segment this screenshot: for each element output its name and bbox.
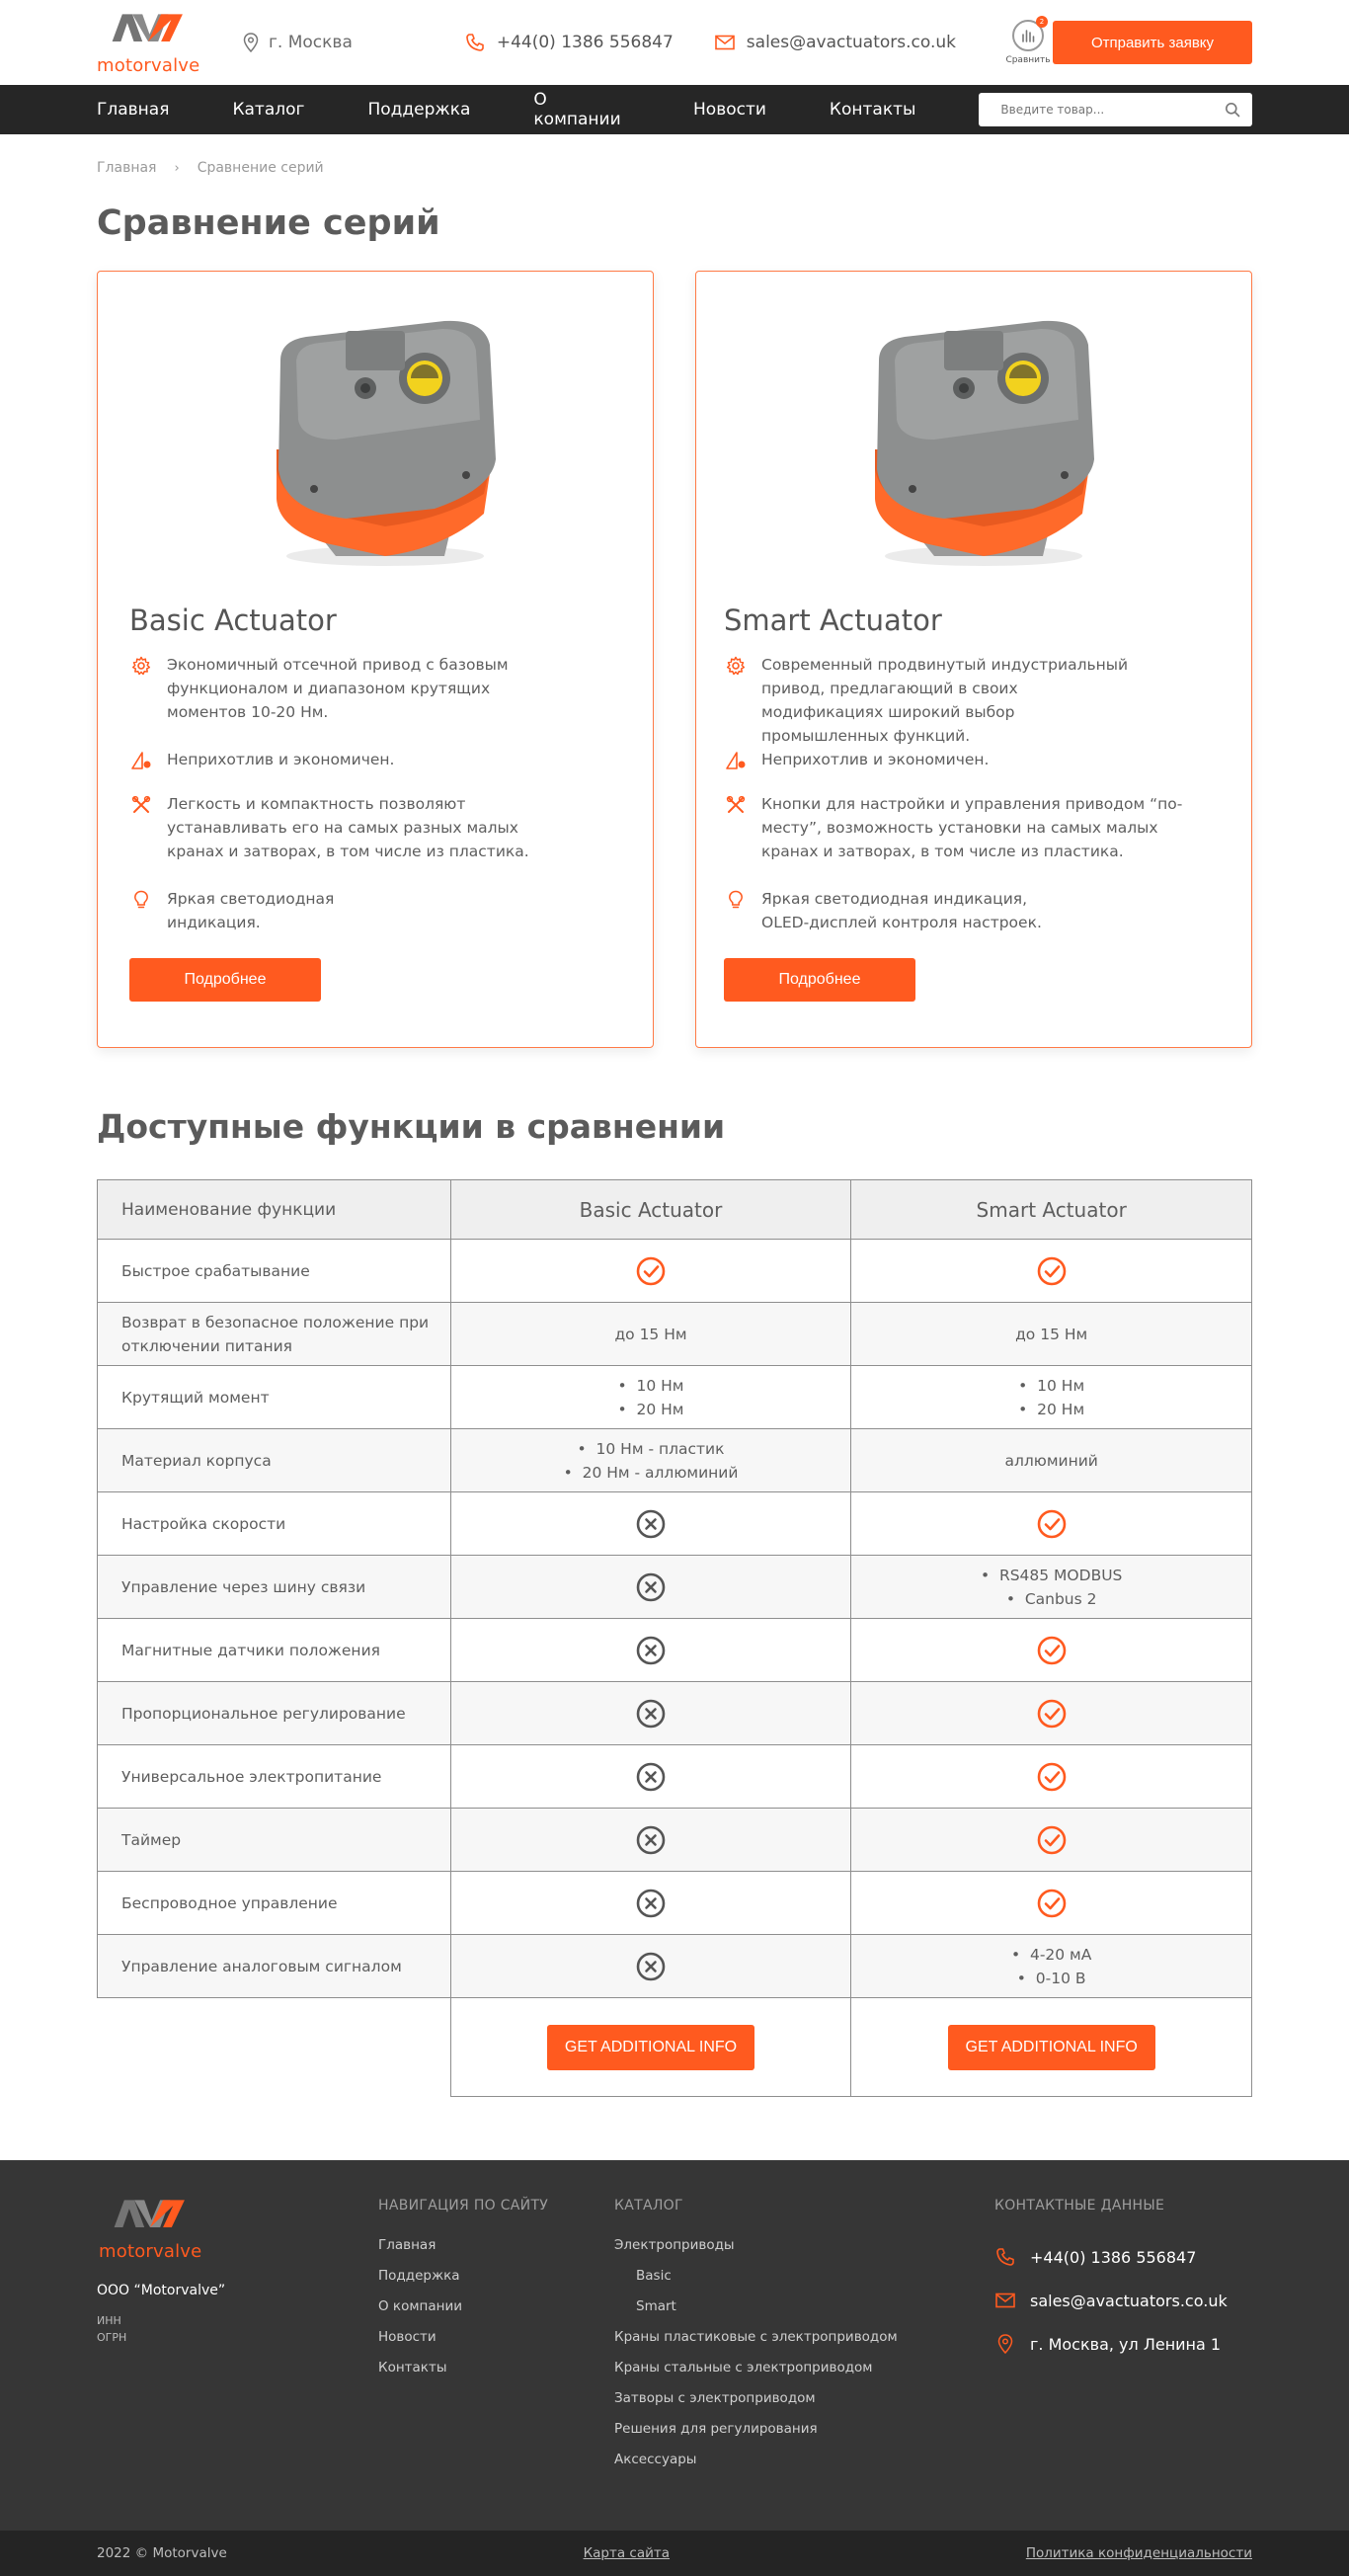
nav-item-home[interactable]: Главная xyxy=(97,100,170,120)
basic-cell xyxy=(450,1872,851,1935)
basic-cell xyxy=(450,1240,851,1303)
top-header xyxy=(0,0,1349,85)
footer-link[interactable]: Контакты xyxy=(378,2360,447,2375)
tools-icon xyxy=(724,792,748,863)
smart-cell xyxy=(851,1935,1252,1998)
logo-mark xyxy=(97,10,199,57)
smart-cell: до 15 Нм xyxy=(851,1303,1252,1366)
bullet-value: • 0-10 В xyxy=(1016,1969,1086,1987)
feature-item xyxy=(724,887,1058,934)
main-content xyxy=(97,134,1252,2097)
table-row xyxy=(98,1935,1252,1998)
table-footer-row xyxy=(98,1998,1252,2097)
basic-cell: до 15 Нм xyxy=(450,1303,851,1366)
smart-cell xyxy=(851,1872,1252,1935)
triangle-ruler-icon xyxy=(129,748,153,771)
bar-chart-icon xyxy=(1020,28,1036,43)
basic-cell xyxy=(450,1998,851,2097)
compare-button[interactable] xyxy=(1003,20,1053,65)
smart-cell xyxy=(851,1492,1252,1556)
smart-cell xyxy=(851,1682,1252,1745)
feature-name: Возврат в безопасное положение при отключении питания xyxy=(98,1303,451,1366)
city-selector[interactable] xyxy=(243,33,353,52)
footer-link[interactable]: Новости xyxy=(378,2329,436,2345)
phone-icon xyxy=(994,2247,1016,2267)
check-circle-icon xyxy=(1036,1255,1068,1287)
table-row xyxy=(98,1240,1252,1303)
feature-name: Беспроводное управление xyxy=(98,1872,451,1935)
feature-item xyxy=(129,792,542,863)
footer-contacts-title: КОНТАКТНЫЕ ДАННЫЕ xyxy=(994,2198,1165,2214)
feature-name: Таймер xyxy=(98,1809,451,1872)
phone-icon xyxy=(465,33,485,52)
header-phone-text: +44(0) 1386 556847 xyxy=(496,33,674,52)
footer-contacts xyxy=(994,2198,1228,2366)
search-box xyxy=(979,93,1252,126)
feature-name: Материал корпуса xyxy=(98,1429,451,1492)
feature-name: Крутящий момент xyxy=(98,1366,451,1429)
footer-email-text: sales@avactuators.co.uk xyxy=(1030,2291,1228,2310)
lightbulb-icon xyxy=(129,887,153,934)
comparison-table xyxy=(97,1179,1252,2097)
footer-phone[interactable] xyxy=(994,2235,1228,2279)
actuator-image xyxy=(835,301,1112,578)
bullet-value: • Canbus 2 xyxy=(1005,1589,1097,1608)
card-smart-actuator xyxy=(695,271,1252,1048)
basic-cell xyxy=(450,1492,851,1556)
footer-logo[interactable] xyxy=(99,2196,201,2261)
map-pin-icon xyxy=(994,2334,1016,2354)
footer-link[interactable]: Электроприводы xyxy=(614,2237,735,2253)
feature-item xyxy=(129,887,355,934)
nav-item-news[interactable]: Новости xyxy=(693,100,766,120)
footer-email[interactable] xyxy=(994,2279,1228,2322)
basic-info-button[interactable]: GET ADDITIONAL INFO xyxy=(547,2025,754,2070)
lightbulb-icon xyxy=(724,887,748,934)
x-circle-icon xyxy=(635,1571,667,1603)
check-circle-icon xyxy=(1036,1824,1068,1856)
basic-cell xyxy=(450,1619,851,1682)
logo[interactable] xyxy=(97,10,199,75)
feature-text: Неприхотлив и экономичен. xyxy=(167,751,395,768)
footer-catalog xyxy=(614,2198,898,2480)
footer-link[interactable]: Поддержка xyxy=(378,2268,460,2284)
x-circle-icon xyxy=(635,1508,667,1540)
bullet-value: • 20 Нм xyxy=(1018,1400,1085,1418)
footer-link[interactable]: Аксессуары xyxy=(614,2452,697,2467)
feature-text: Экономичный отсечной привод с базовым функционалом и диапазоном крутящих моментов 10-20 Нм. xyxy=(167,656,509,721)
basic-cell xyxy=(450,1556,851,1619)
card-title: Smart Actuator xyxy=(724,604,942,637)
table-row xyxy=(98,1619,1252,1682)
footer-address xyxy=(994,2322,1228,2366)
main-navigation xyxy=(0,85,1349,134)
smart-details-button[interactable]: Подробнее xyxy=(724,958,915,1002)
smart-info-button[interactable]: GET ADDITIONAL INFO xyxy=(948,2025,1155,2070)
smart-cell xyxy=(851,1366,1252,1429)
x-circle-icon xyxy=(635,1824,667,1856)
copyright-text: 2022 © Motorvalve xyxy=(97,2545,227,2561)
nav-item-support[interactable]: Поддержка xyxy=(367,100,471,120)
bullet-value: • 4-20 мА xyxy=(1010,1945,1092,1964)
compare-count-badge: 2 xyxy=(1036,16,1048,28)
actuator-image xyxy=(237,301,514,578)
map-pin-icon xyxy=(243,33,259,52)
basic-details-button[interactable]: Подробнее xyxy=(129,958,321,1002)
x-circle-icon xyxy=(635,1888,667,1919)
smart-cell xyxy=(851,1240,1252,1303)
compare-label: Сравнить xyxy=(1005,55,1051,65)
footer-catalog-title: КАТАЛОГ xyxy=(614,2198,683,2214)
footer-inn: ИНН xyxy=(97,2314,121,2327)
logo-text: motorvalve xyxy=(97,55,200,76)
feature-item xyxy=(724,748,1137,771)
check-circle-icon xyxy=(635,1255,667,1287)
logo-text: motorvalve xyxy=(99,2241,202,2262)
footer-link[interactable]: Smart xyxy=(636,2298,676,2314)
smart-cell xyxy=(851,1809,1252,1872)
footer-legal xyxy=(97,2312,126,2346)
footer-link[interactable]: Краны стальные с электроприводом xyxy=(614,2360,873,2375)
feature-text: Яркая светодиодная индикация. xyxy=(167,890,335,931)
check-circle-icon xyxy=(1036,1761,1068,1793)
bullet-value: • 10 Нм xyxy=(617,1376,684,1395)
tools-icon xyxy=(129,792,153,863)
gear-icon xyxy=(129,653,153,724)
table-row xyxy=(98,1556,1252,1619)
table-row xyxy=(98,1492,1252,1556)
bullet-value: • 10 Нм - пластик xyxy=(577,1439,725,1458)
breadcrumb-home[interactable]: Главная xyxy=(97,160,157,176)
sitemap-link[interactable]: Карта сайта xyxy=(583,2545,671,2561)
feature-item xyxy=(129,748,542,771)
breadcrumb-current: Сравнение серий xyxy=(197,160,324,176)
footer-address-text: г. Москва, ул Ленина 1 xyxy=(1030,2334,1222,2354)
feature-name: Управление через шину связи xyxy=(98,1556,451,1619)
site-footer xyxy=(0,2160,1349,2531)
feature-text: Современный продвинутый индустриальный привод, предлагающий в своих модификациях широкий выбор промышленных функций. xyxy=(761,656,1129,745)
column-header: Basic Actuator xyxy=(450,1180,851,1240)
footer-link[interactable]: Главная xyxy=(378,2237,436,2253)
check-circle-icon xyxy=(1036,1635,1068,1666)
footer-link[interactable]: Решения для регулирования xyxy=(614,2421,818,2437)
feature-name: Пропорциональное регулирование xyxy=(98,1682,451,1745)
table-row xyxy=(98,1429,1252,1492)
smart-cell xyxy=(851,1745,1252,1809)
footer-nav xyxy=(378,2198,548,2388)
feature-name: Магнитные датчики положения xyxy=(98,1619,451,1682)
copyright-bar xyxy=(0,2531,1349,2576)
check-circle-icon xyxy=(1036,1888,1068,1919)
table-row xyxy=(98,1366,1252,1429)
x-circle-icon xyxy=(635,1698,667,1730)
search-input[interactable] xyxy=(1000,103,1225,117)
mail-icon xyxy=(994,2293,1016,2308)
privacy-link[interactable]: Политика конфиденциальности xyxy=(1025,2545,1252,2561)
footer-nav-title: НАВИГАЦИЯ ПО САЙТУ xyxy=(378,2198,549,2214)
page-title: Сравнение серий xyxy=(97,203,440,243)
x-circle-icon xyxy=(635,1635,667,1666)
nav-item-about[interactable]: О компании xyxy=(533,90,621,129)
footer-link[interactable]: Затворы с электроприводом xyxy=(614,2390,816,2406)
basic-cell xyxy=(450,1935,851,1998)
check-circle-icon xyxy=(1036,1508,1068,1540)
footer-company: ООО “Motorvalve” xyxy=(97,2283,226,2298)
basic-actuator-image xyxy=(98,301,653,578)
footer-phone-text: +44(0) 1386 556847 xyxy=(1030,2247,1197,2267)
gear-icon xyxy=(724,653,748,748)
smart-cell xyxy=(851,1998,1252,2097)
basic-cell xyxy=(450,1429,851,1492)
check-circle-icon xyxy=(1036,1698,1068,1730)
feature-item xyxy=(724,653,1137,748)
compare-title: Доступные функции в сравнении xyxy=(97,1107,726,1146)
mail-icon xyxy=(715,35,735,50)
card-basic-actuator xyxy=(97,271,654,1048)
series-cards xyxy=(97,271,1252,1048)
breadcrumb xyxy=(97,134,1252,176)
basic-cell xyxy=(450,1809,851,1872)
card-title: Basic Actuator xyxy=(129,604,337,637)
column-header: Smart Actuator xyxy=(851,1180,1252,1240)
feature-item xyxy=(129,653,542,724)
search-icon[interactable] xyxy=(1225,102,1240,118)
table-header-row xyxy=(98,1180,1252,1240)
send-request-button[interactable]: Отправить заявку xyxy=(1053,21,1252,64)
table-row xyxy=(98,1872,1252,1935)
chevron-right-icon: › xyxy=(174,160,180,176)
column-header: Наименование функции xyxy=(98,1180,451,1240)
feature-text: Кнопки для настройки и управления приводом “по-месту”, возможность установки на самых малых кранах и затворах, в том числе из пластика. xyxy=(761,795,1183,860)
table-row xyxy=(98,1745,1252,1809)
feature-name: Настройка скорости xyxy=(98,1492,451,1556)
footer-link[interactable]: Краны пластиковые с электроприводом xyxy=(614,2329,898,2345)
city-label: г. Москва xyxy=(269,33,353,52)
header-email[interactable] xyxy=(715,33,956,52)
basic-cell xyxy=(450,1745,851,1809)
table-row xyxy=(98,1809,1252,1872)
table-row xyxy=(98,1303,1252,1366)
feature-name: Универсальное электропитание xyxy=(98,1745,451,1809)
feature-text: Яркая светодиодная индикация, OLED-дисплей контроля настроек. xyxy=(761,890,1042,931)
compare-circle xyxy=(1012,20,1044,51)
triangle-ruler-icon xyxy=(724,748,748,771)
basic-cell xyxy=(450,1366,851,1429)
feature-text: Неприхотлив и экономичен. xyxy=(761,751,990,768)
footer-link[interactable]: О компании xyxy=(378,2298,462,2314)
footer-link[interactable]: Basic xyxy=(636,2268,672,2284)
header-phone[interactable] xyxy=(465,33,674,52)
smart-actuator-image xyxy=(696,301,1251,578)
x-circle-icon xyxy=(635,1951,667,1982)
header-email-text: sales@avactuators.co.uk xyxy=(746,33,956,52)
smart-cell xyxy=(851,1556,1252,1619)
table-row xyxy=(98,1682,1252,1745)
footer-ogrn: ОГРН xyxy=(97,2331,127,2344)
feature-item xyxy=(724,792,1186,863)
bullet-value: • 20 Нм xyxy=(617,1400,684,1418)
bullet-value: • 10 Нм xyxy=(1018,1376,1085,1395)
nav-item-contacts[interactable]: Контакты xyxy=(829,100,916,120)
bullet-value: • RS485 MODBUS xyxy=(980,1566,1123,1584)
basic-cell xyxy=(450,1682,851,1745)
feature-text: Легкость и компактность позволяют устанавливать его на самых разных малых кранах и затворах, в том числе из пластика. xyxy=(167,795,529,860)
smart-cell: аллюминий xyxy=(851,1429,1252,1492)
logo-mark xyxy=(99,2196,201,2243)
feature-name: Быстрое срабатывание xyxy=(98,1240,451,1303)
x-circle-icon xyxy=(635,1761,667,1793)
smart-cell xyxy=(851,1619,1252,1682)
nav-item-catalog[interactable]: Каталог xyxy=(232,100,305,120)
bullet-value: • 20 Нм - аллюминий xyxy=(563,1463,739,1482)
feature-name: Управление аналоговым сигналом xyxy=(98,1935,451,1998)
empty-cell xyxy=(98,1998,451,2097)
